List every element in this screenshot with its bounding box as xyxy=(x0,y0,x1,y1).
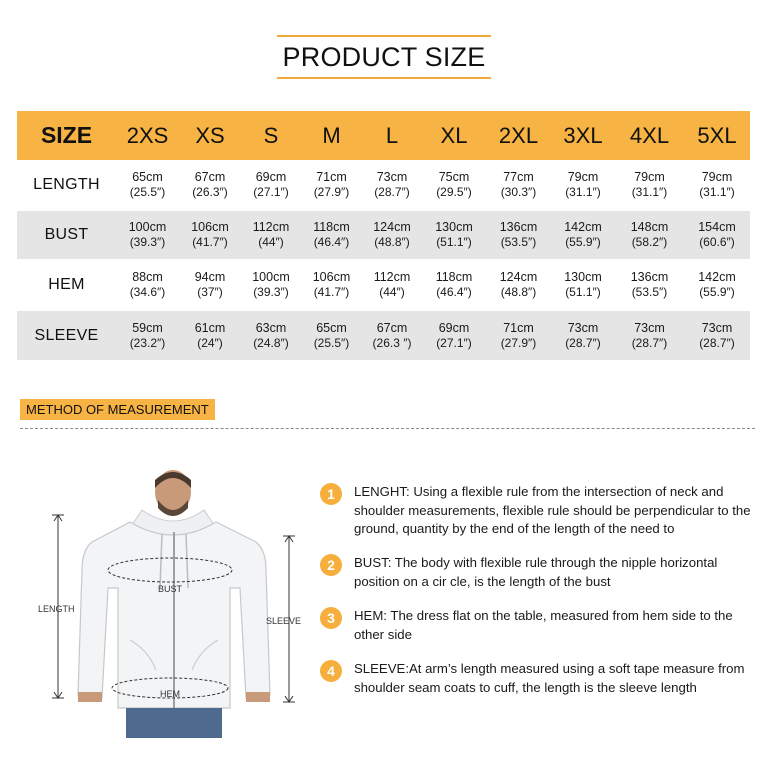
size-header-cell: 3XL xyxy=(563,122,603,148)
inch-value: (51.1″) xyxy=(565,285,601,299)
inch-value: (55.9″) xyxy=(699,285,735,299)
inch-value: (27.1″) xyxy=(436,335,472,350)
length-label: LENGTH xyxy=(38,604,75,614)
measurement-cell xyxy=(551,310,615,360)
measurement-cell xyxy=(422,260,486,310)
cm-value: 59cm xyxy=(132,320,163,335)
size-header-cell: 2XL xyxy=(498,122,539,148)
inch-value: (27.1″) xyxy=(253,184,289,199)
cm-value: 75cm xyxy=(438,169,470,184)
cm-value: 63cm xyxy=(255,320,287,335)
measurement-cell xyxy=(422,160,486,210)
right-hand xyxy=(246,692,270,702)
measurement-cell xyxy=(179,160,241,210)
measurement-cell xyxy=(179,310,241,360)
cm-value: 118cm xyxy=(313,220,350,234)
cm-value: 73cm xyxy=(701,320,733,335)
step-text: SLEEVE:At arm’s length measured using a soft tape measure from shoulder seam coats to cuff, the length is the sleeve length xyxy=(354,661,745,695)
inch-value: (41.7″) xyxy=(192,235,228,249)
inch-value: (48.8″) xyxy=(500,285,537,299)
step-sleeve xyxy=(320,660,760,697)
measurement-cell xyxy=(551,160,615,210)
cm-value: 124cm xyxy=(499,270,538,284)
inch-value: (23.2″) xyxy=(129,335,166,350)
measurement-cell xyxy=(241,160,301,210)
page-title: PRODUCT SIZE xyxy=(277,35,491,79)
measurement-cell xyxy=(179,260,241,310)
inch-value: (53.5″) xyxy=(631,285,668,299)
step-number-badge: 1 xyxy=(320,483,342,505)
jeans xyxy=(126,708,222,738)
measurement-cell xyxy=(116,310,179,360)
cm-value: 130cm xyxy=(564,270,602,284)
inch-value: (37″) xyxy=(197,285,223,299)
size-header-cell: 4XL xyxy=(629,122,670,148)
step-bust xyxy=(320,554,760,591)
inch-value: (39.3″) xyxy=(253,285,289,299)
measurement-cell xyxy=(684,160,750,210)
inch-value: (58.2″) xyxy=(631,235,668,249)
measurement-cell xyxy=(241,210,301,260)
cm-value: 73cm xyxy=(567,320,599,335)
cm-value: 106cm xyxy=(312,270,351,284)
measurement-cell xyxy=(615,160,684,210)
measurement-cell xyxy=(301,210,362,260)
inch-value: (46.4″) xyxy=(436,285,472,299)
cm-value: 88cm xyxy=(132,270,163,284)
measurement-cell xyxy=(362,310,422,360)
inch-value: (26.3″) xyxy=(192,184,228,199)
cm-value: 136cm xyxy=(499,220,538,234)
inch-value: (39.3″) xyxy=(129,235,166,249)
inch-value: (55.9″) xyxy=(565,235,601,249)
measurement-cell xyxy=(684,310,750,360)
size-header-cell: S xyxy=(263,122,279,148)
cm-value: 118cm xyxy=(435,270,473,284)
measurement-cell xyxy=(615,260,684,310)
cm-value: 73cm xyxy=(376,169,408,184)
inch-value: (28.7″) xyxy=(374,184,410,199)
inch-value: (24.8″) xyxy=(253,335,289,350)
inch-value: (46.4″) xyxy=(313,235,350,249)
inch-value: (25.5″) xyxy=(129,184,166,199)
inch-value: (27.9″) xyxy=(313,184,350,199)
inch-value: (31.1″) xyxy=(631,184,668,199)
inch-value: (30.3″) xyxy=(500,184,537,199)
hoodie-illustration xyxy=(30,470,310,760)
cm-value: 67cm xyxy=(194,169,226,184)
measurement-cell xyxy=(486,260,551,310)
measurement-cell xyxy=(684,210,750,260)
measurement-row-length xyxy=(17,160,750,210)
inch-value: (31.1″) xyxy=(699,184,735,199)
measurement-cell xyxy=(116,260,179,310)
cm-value: 61cm xyxy=(194,320,226,335)
cm-value: 67cm xyxy=(376,320,408,335)
cm-value: 69cm xyxy=(255,169,287,184)
cm-value: 112cm xyxy=(252,220,290,234)
inch-value: (48.8″) xyxy=(374,235,410,249)
dashed-divider xyxy=(20,428,755,429)
inch-value: (26.3 ″) xyxy=(372,335,412,350)
inch-value: (34.6″) xyxy=(129,285,166,299)
step-text: HEM: The dress flat on the table, measured from hem side to the other side xyxy=(354,608,733,642)
cm-value: 79cm xyxy=(567,169,599,184)
step-number-badge: 4 xyxy=(320,660,342,682)
cm-value: 77cm xyxy=(503,169,534,184)
inch-value: (44″) xyxy=(379,285,405,299)
cm-value: 154cm xyxy=(698,220,736,234)
measurement-cell xyxy=(551,210,615,260)
measurement-cell xyxy=(551,260,615,310)
measurement-cell xyxy=(116,210,179,260)
size-header-cell: 2XS xyxy=(126,122,169,148)
measurement-row-sleeve xyxy=(17,310,750,360)
inch-value: (28.7″) xyxy=(565,335,601,350)
cm-value: 130cm xyxy=(435,220,473,234)
measurement-cell xyxy=(362,210,422,260)
measurement-cell xyxy=(615,310,684,360)
cm-value: 100cm xyxy=(128,220,167,234)
inch-value: (25.5″) xyxy=(313,335,350,350)
measurement-cell xyxy=(422,210,486,260)
inch-value: (27.9″) xyxy=(500,335,537,350)
size-table xyxy=(17,111,750,360)
measurement-cell xyxy=(301,310,362,360)
cm-value: 79cm xyxy=(701,169,733,184)
measurement-cell xyxy=(179,210,241,260)
cm-value: 79cm xyxy=(634,169,665,184)
cm-value: 94cm xyxy=(194,270,226,284)
step-length xyxy=(320,483,760,539)
inch-value: (60.6″) xyxy=(699,235,735,249)
measurement-cell xyxy=(362,260,422,310)
bust-label: BUST xyxy=(158,584,183,594)
measurement-row-bust xyxy=(17,210,750,260)
cm-value: 106cm xyxy=(191,220,229,234)
cm-value: 112cm xyxy=(373,270,411,284)
step-text: LENGHT: Using a flexible rule from the intersection of neck and shoulder measurements, flexible rule should be perpendicular to the ground, quantity by the end of the length of the need to xyxy=(354,484,751,536)
step-hem xyxy=(320,607,760,644)
step-number-badge: 3 xyxy=(320,607,342,629)
size-header-cell: XS xyxy=(195,122,225,148)
measurement-cell xyxy=(684,260,750,310)
inch-value: (31.1″) xyxy=(565,184,601,199)
row-label: LENGTH xyxy=(33,175,100,193)
hem-label: HEM xyxy=(160,689,180,699)
cm-value: 65cm xyxy=(132,169,163,184)
measurement-row-hem xyxy=(17,260,750,310)
size-header-row xyxy=(17,111,750,160)
measurement-cell xyxy=(241,310,301,360)
hoodie-figure-drawing xyxy=(30,470,310,760)
cm-value: 71cm xyxy=(503,320,534,335)
cm-value: 73cm xyxy=(634,320,665,335)
measurement-cell xyxy=(422,310,486,360)
measurement-cell xyxy=(486,310,551,360)
size-header-cell: L xyxy=(385,122,399,148)
measurement-cell xyxy=(615,210,684,260)
inch-value: (29.5″) xyxy=(436,184,472,199)
cm-value: 148cm xyxy=(630,220,669,234)
size-header-cell: 5XL xyxy=(697,122,737,148)
cm-value: 69cm xyxy=(438,320,470,335)
row-label: BUST xyxy=(17,210,116,260)
row-label: SLEEVE xyxy=(17,310,116,360)
inch-value: (41.7″) xyxy=(313,285,350,299)
sleeve-label: SLEEVE xyxy=(266,616,302,626)
measurement-cell xyxy=(301,260,362,310)
inch-value: (53.5″) xyxy=(500,235,537,249)
row-label: HEM xyxy=(17,260,116,310)
cm-value: 71cm xyxy=(316,169,347,184)
cm-value: 124cm xyxy=(373,220,411,234)
measurement-cell xyxy=(241,260,301,310)
cm-value: 65cm xyxy=(316,320,347,335)
size-header-cell: XL xyxy=(440,122,468,148)
measurement-cell xyxy=(116,160,179,210)
cm-value: 136cm xyxy=(630,270,669,284)
step-number-badge: 2 xyxy=(320,554,342,576)
cm-value: 100cm xyxy=(252,270,290,284)
size-header-cell: M xyxy=(322,122,341,148)
measurement-cell xyxy=(486,160,551,210)
method-heading: METHOD OF MEASUREMENT xyxy=(20,399,215,420)
cm-value: 142cm xyxy=(698,270,736,284)
inch-value: (44″) xyxy=(258,235,284,249)
cm-value: 142cm xyxy=(564,220,602,234)
inch-value: (24″) xyxy=(197,335,223,350)
inch-value: (51.1″) xyxy=(436,235,472,249)
measurement-cell xyxy=(301,160,362,210)
step-text: BUST: The body with flexible rule through the nipple horizontal position on a cir cle, is the length of the bust xyxy=(354,555,718,589)
measurement-cell xyxy=(362,160,422,210)
left-hand xyxy=(78,692,102,702)
size-column-header: SIZE xyxy=(40,122,93,148)
inch-value: (28.7″) xyxy=(699,335,735,350)
inch-value: (28.7″) xyxy=(631,335,668,350)
measurement-cell xyxy=(486,210,551,260)
